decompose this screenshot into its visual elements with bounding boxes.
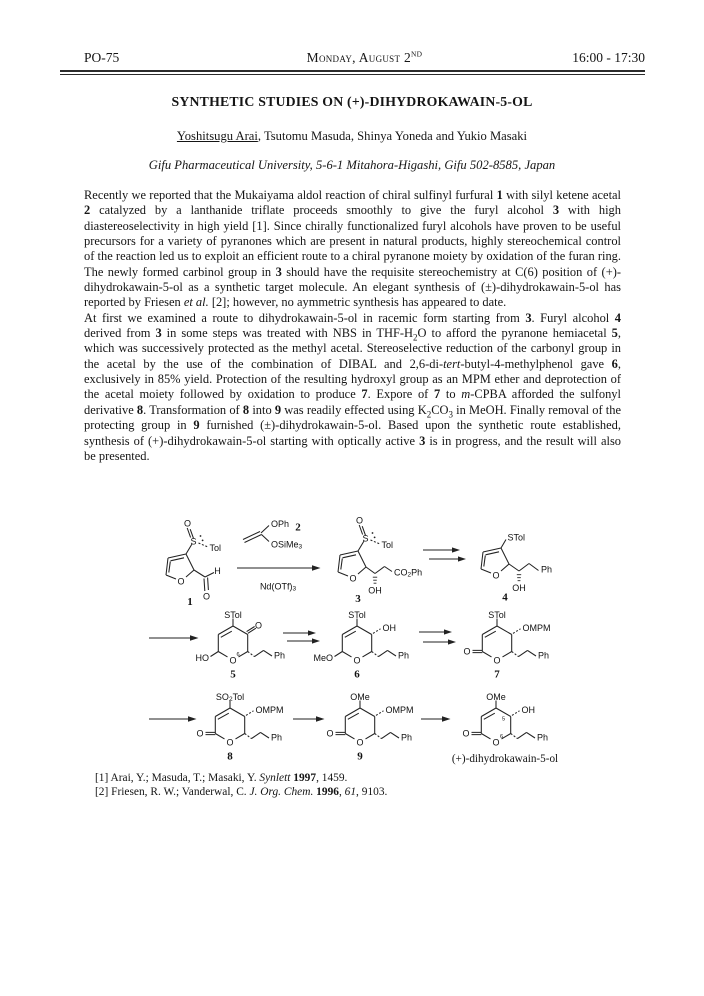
label-sulfinyl-o-3: O — [355, 515, 364, 526]
bonds-4 — [481, 540, 539, 581]
label-ompm-7: OMPM — [522, 623, 551, 633]
compound-number-7: 7 — [494, 668, 500, 681]
compound-number-1: 1 — [187, 596, 193, 608]
reference-2: [2] Friesen, R. W.; Vanderwal, C. J. Org. Chem. 1996, 61, 9103. — [95, 785, 388, 798]
label-oh-final: OH — [521, 705, 535, 715]
abstract-paragraph-2: At first we examined a route to dihydrokawain-5-ol in racemic form starting from 3. Furyl alcohol 4 derived from 3 in some steps was treated with NBS in THF-$H_2O$ to afford the pyranone hemiacetal 5, which was successively protected as the methyl acetal. Stereoselective reduction of the carbonyl group in the acetal by the use of the combination of DIBAL and 2,6-di-tert-butyl-4-methylphenol gave 6, exclusively in 85% yield. Protection of the resulting hydroxyl group as an MPM ether and deprotection of the acetal moiety followed by oxidation to produce 7. Expore of 7 to m-CPBA afforded the sulfonyl derivative 8. Transformation of 8 into 9 was readily effected using $K_2CO_3$ in MeOH. Finally removal of the protecting group in 9 furnished (±)-dihydrokawain-5-ol. Based upon the synthetic route established, synthesis of (+)-dihydrokawain-5-ol starting with optically active 3 is in progress, and the result will also be presented. — [84, 310, 622, 463]
label-co2ph-3 — [394, 568, 422, 579]
paper-title: SYNTHETIC STUDIES ON (+)-DIHYDROKAWAIN-5-OL — [171, 94, 533, 109]
label-co2ph-main: CO — [394, 567, 408, 578]
label-lactone-o-9: O — [326, 728, 334, 739]
authors-line: Yoshitsugu Arai, Tsutomu Masuda, Shinya Yoneda and Yukio Masaki — [176, 129, 528, 143]
label-pos5-final: 5 — [501, 716, 506, 723]
label-ring-o-8: O — [226, 737, 234, 748]
label-cho-o-1: O — [202, 591, 211, 602]
affiliation-line: Gifu Pharmaceutical University, 5-6-1 Mitahora-Higashi, Gifu 502-8585, Japan — [148, 158, 556, 172]
session-date — [249, 50, 480, 66]
label-ring-o-9: O — [356, 737, 364, 748]
reference-1: [1] Arai, Y.; Masuda, T.; Masaki, Y. Synlett 1997, 1459. — [95, 772, 348, 784]
abstract-paragraph-1: Recently we reported that the Mukaiyama aldol reaction of chiral sulfinyl furfural 1 with silyl ketene acetal 2 catalyzed by a lanthanide triflate proceeds smoothly to give the furyl alcohol 3 with high diastereoselectivity in high yield [1]. Since chirally functionalized furyl alcohols have proven to be useful precursors for a variety of pyranones which are present in natural products, highly stereochemical control of the reaction led us to exploit an efficient route to a chiral pyranone moiety by oxidation of the furan ring. The newly formed carbinol group in 3 should have the requisite stereochemistry at C(6) position of (+)-dihydrokawain-5-ol as a synthetic target molecule. An elegant synthesis of (±)-dihydrokawain-5-ol has reported by Friesen et al. [2]; however, no aymmetric synthesis has appeared to date. — [84, 188, 621, 310]
session-time: 16:00 - 17:30 — [572, 50, 645, 65]
structure-7 — [463, 610, 550, 681]
compound-number-5: 5 — [230, 668, 236, 681]
compound-number-3: 3 — [355, 593, 361, 605]
session-date-text: Monday, August 2 — [306, 50, 412, 65]
label-catalyst-sub: 3 — [292, 585, 297, 592]
label-ome-9: OMe — [350, 692, 370, 702]
label-lactone-o-final: O — [462, 728, 470, 739]
label-ph-7: Ph — [538, 650, 550, 661]
label-ring-o-7: O — [493, 655, 501, 666]
label-ph-9: Ph — [401, 732, 413, 743]
label-co2ph-end: Ph — [411, 567, 423, 578]
structure-2 — [243, 519, 303, 592]
label-so2tol-8 — [216, 692, 244, 703]
header-rule — [60, 70, 645, 75]
label-ring-o-6: O — [353, 655, 361, 666]
references — [95, 772, 595, 800]
label-tol-3: Tol — [381, 540, 394, 551]
label-oh-3: OH — [368, 585, 382, 596]
abstract-body — [84, 188, 621, 464]
label-oh-6: OH — [382, 623, 396, 633]
structure-1 — [166, 519, 221, 609]
label-oh-4: OH — [512, 583, 526, 593]
label-ring-o-5: O — [229, 655, 237, 666]
label-s-3: S — [362, 533, 369, 544]
label-ring-o-3: O — [349, 573, 357, 584]
label-keto-o-5: O — [254, 620, 263, 631]
label-ompm-9: OMPM — [385, 705, 414, 715]
label-ph-4: Ph — [541, 564, 553, 575]
label-lactone-o-7: O — [463, 646, 471, 657]
label-tol-1: Tol — [209, 543, 222, 554]
structure-6 — [313, 610, 409, 681]
label-ph-5: Ph — [274, 650, 286, 661]
label-ph-final: Ph — [537, 732, 549, 743]
label-ring-o-1: O — [177, 576, 185, 587]
label-so2tol-main: SO — [215, 692, 229, 702]
session-date-ordinal: ND — [411, 49, 423, 59]
label-ring-o-4: O — [492, 570, 500, 581]
label-ome-final: OMe — [486, 692, 506, 702]
page-header — [60, 50, 645, 66]
structure-4 — [481, 533, 552, 604]
label-pos6-5: 6 — [236, 651, 240, 658]
label-sulfinyl-o-1: O — [183, 518, 192, 529]
label-stol-4: STol — [507, 532, 526, 543]
label-osime-sub: 3 — [298, 543, 303, 550]
structure-final-product — [452, 692, 558, 765]
structure-8 — [196, 692, 283, 763]
structure-3 — [338, 516, 422, 606]
label-lactone-o-8: O — [196, 728, 204, 739]
label-osime-main: OSiMe — [271, 539, 299, 550]
label-so2tol-sub: 2 — [228, 695, 233, 703]
structure-5 — [196, 610, 286, 681]
label-stol-6: STol — [348, 610, 366, 620]
label-catalyst-main: Nd(OTf) — [259, 581, 293, 592]
compound-number-2: 2 — [295, 521, 301, 534]
bonds-5 — [211, 619, 273, 657]
label-ho-5: HO — [195, 653, 209, 663]
session-code: PO-75 — [84, 50, 120, 65]
final-product-name: (+)-dihydrokawain-5-ol — [451, 753, 559, 765]
compound-number-9: 9 — [357, 750, 363, 763]
label-ph-8: Ph — [271, 732, 283, 743]
label-h-1: H — [214, 566, 221, 576]
label-pos6-final: 6 — [499, 733, 504, 740]
label-meo-6: MeO — [313, 653, 333, 663]
label-co2ph-sub: 2 — [407, 571, 412, 578]
reaction-scheme — [65, 505, 640, 770]
label-ompm-8: OMPM — [255, 705, 284, 715]
compound-number-6: 6 — [354, 668, 360, 681]
label-osime3-2 — [271, 540, 303, 551]
label-oph-2: OPh — [271, 519, 290, 529]
label-ph-6: Ph — [398, 650, 410, 661]
structure-9 — [326, 692, 413, 763]
label-so2tol-end: Tol — [232, 692, 245, 702]
bonds-2 — [243, 526, 269, 543]
label-catalyst — [260, 582, 297, 593]
label-stol-5: STol — [224, 610, 242, 620]
label-s-1: S — [190, 536, 197, 547]
compound-number-8: 8 — [227, 750, 233, 763]
label-ring-o-final: O — [492, 737, 500, 748]
label-stol-7: STol — [488, 610, 506, 620]
compound-number-4: 4 — [502, 591, 508, 604]
